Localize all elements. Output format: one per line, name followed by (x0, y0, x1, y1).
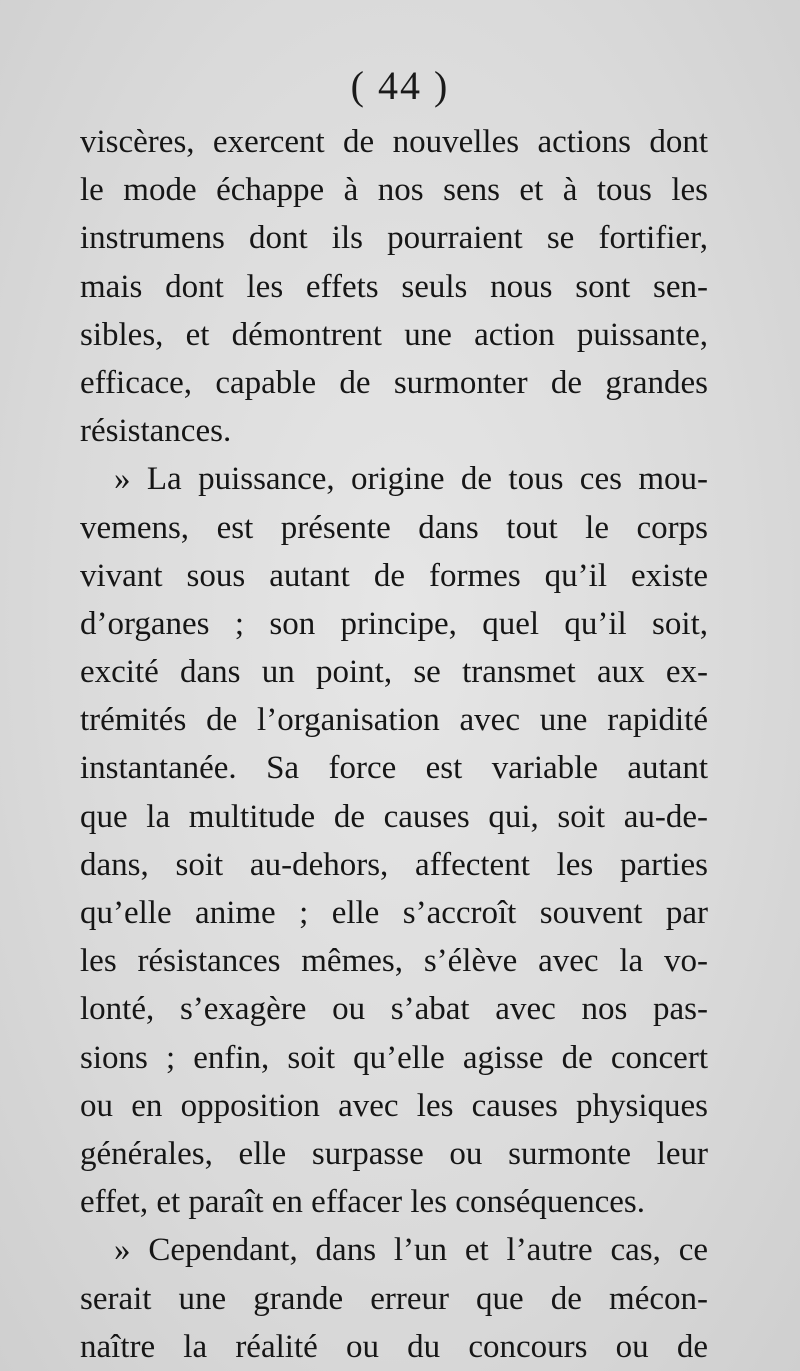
text-line: que la multitude de causes qui, soit au-de- (80, 798, 708, 835)
text-line: viscères, exercent de nouvelles actions dont (80, 124, 708, 160)
text-line: générales, elle surpasse ou surmonte leur (80, 1135, 708, 1172)
text-line: excité dans un point, se transmet aux ex- (80, 654, 708, 691)
text-line: instantanée. Sa force est variable autant (80, 750, 708, 787)
text-line: sions ; enfin, soit qu’elle agisse de concert (80, 1039, 708, 1076)
text-line: efficace, capable de surmonter de grandes (80, 364, 708, 401)
text-line: » Cependant, dans l’un et l’autre cas, ce (114, 1232, 708, 1269)
text-line: lonté, s’exagère ou s’abat avec nos pas- (80, 991, 708, 1028)
text-line: résistances. (80, 413, 232, 450)
text-line: serait une grande erreur que de mécon- (80, 1280, 708, 1317)
text-line: effet, et paraît en effacer les conséquences. (80, 1184, 645, 1221)
text-line: le mode échappe à nos sens et à tous les (80, 172, 708, 209)
text-line: naître la réalité ou du concours ou de (80, 1328, 708, 1365)
text-line: ou en opposition avec les causes physiques (80, 1087, 708, 1124)
text-line: sibles, et démontrent une action puissante, (80, 316, 708, 353)
text-line: d’organes ; son principe, quel qu’il soit, (80, 605, 708, 642)
text-line: les résistances mêmes, s’élève avec la vo- (80, 943, 708, 980)
page-number: ( 44 ) (350, 63, 450, 108)
text-line: vemens, est présente dans tout le corps (80, 509, 708, 546)
text-line: trémités de l’organisation avec une rapidité (80, 702, 708, 739)
text-line: dans, soit au-dehors, affectent les parties (80, 846, 708, 883)
text-line: instrumens dont ils pourraient se fortifier, (80, 220, 708, 257)
text-line: qu’elle anime ; elle s’accroît souvent par (80, 895, 708, 931)
text-line: mais dont les effets seuls nous sont sen- (80, 268, 708, 305)
text-line: » La puissance, origine de tous ces mou- (114, 461, 708, 498)
body-text (80, 118, 708, 1371)
text-line: vivant sous autant de formes qu’il existe (80, 557, 708, 594)
